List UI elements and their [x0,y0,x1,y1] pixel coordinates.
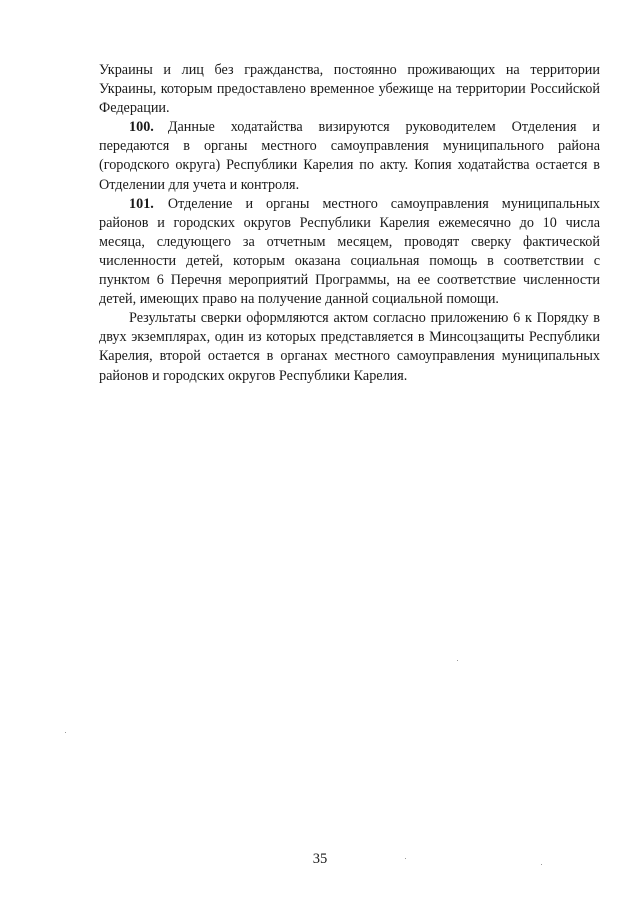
page-number: 35 [312,851,328,867]
continuation-paragraph: Украины и лиц без гражданства, постоянно проживающих на территории Украины, которым предоставлено временное убежище на территории Российской Федерации. [99,62,600,117]
paragraph-text: Данные ходатайства визируются руководителем Отделения и передаются в органы местного самоуправления муниципального района (городского округа) Республики Карелия по акту. Копия ходатайства остается в Отделении для учета и контроля. [99,119,600,193]
paragraph-101 [99,195,600,310]
paragraph-100 [99,118,600,194]
paragraph-text: Отделение и органы местного самоуправления муниципальных районов и городских округов Республики Карелия ежемесячно до 10 числа месяца, следующего за отчетным месяцем, проводят сверку фактической численности детей, которым оказана социальная помощь в соответствии с пунктом 6 Перечня мероприятий Программы, на ее соответствие численности детей, имеющих право на получение данной социальной помощи. [99,195,600,308]
document-body [99,61,600,386]
scan-speck [541,864,542,865]
paragraph-number: 101. [129,195,154,212]
closing-paragraph: Результаты сверки оформляются актом согласно приложению 6 к Порядку в двух экземплярах, один из которых представляется в Минсоцзащиты Республики Карелия, второй остается в органах местного самоуправления муниципальных районов и городских округов Республики Карелия. [99,310,600,384]
scan-speck [65,732,66,733]
paragraph-number: 100. [129,119,154,136]
scan-speck [457,660,458,661]
scan-speck [405,858,406,859]
